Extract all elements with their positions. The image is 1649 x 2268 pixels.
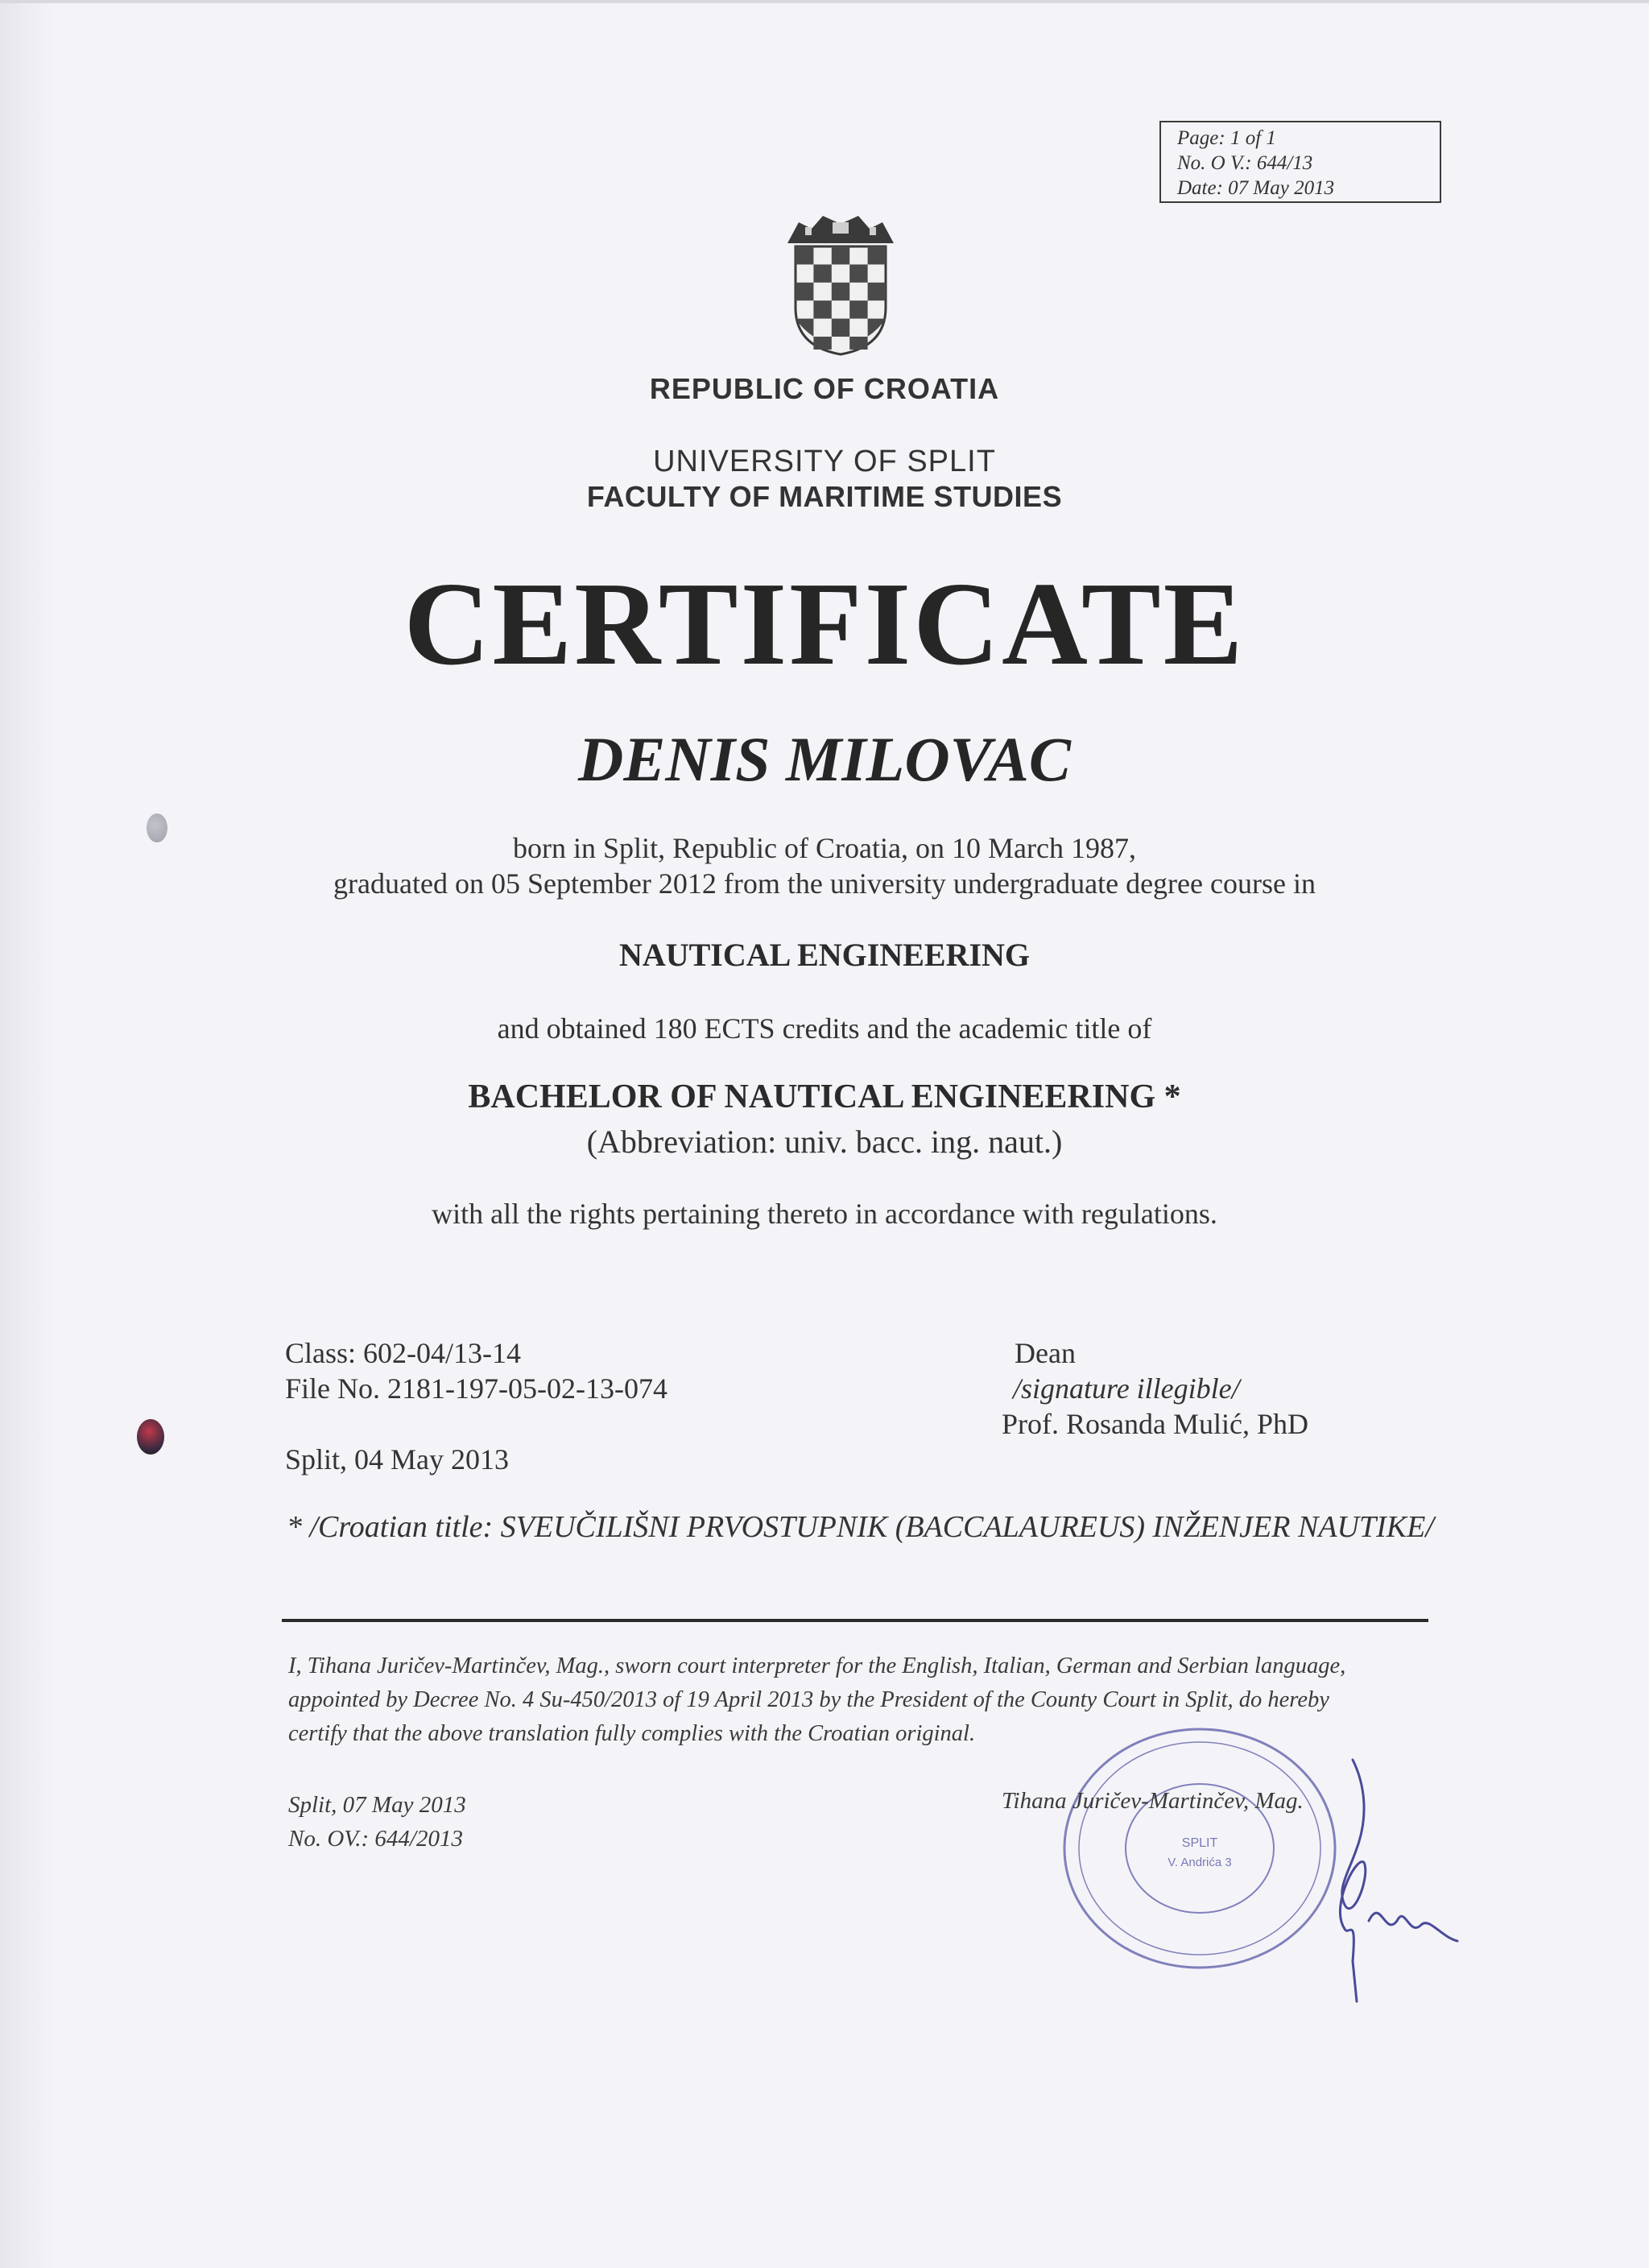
interpreter-stamp-icon — [1055, 1715, 1345, 1973]
reference-box — [1159, 121, 1441, 203]
issue-place-date: Split, 04 May 2013 — [285, 1443, 510, 1475]
ref-date: Date: 07 May 2013 — [1177, 177, 1335, 199]
title-abbreviation: (Abbreviation: univ. bacc. ing. naut.) — [586, 1124, 1063, 1160]
ref-number: No. O V.: 644/13 — [1177, 152, 1313, 174]
course-name: NAUTICAL ENGINEERING — [618, 937, 1031, 973]
interpreter-statement-line-1: I, Tihana Juričev-Martinčev, Mag., sworn court interpreter for the English, Italian, German and Serbian language, — [288, 1653, 1346, 1678]
certificate-title: CERTIFICATE — [403, 558, 1246, 690]
credits-line: and obtained 180 ECTS credits and the academic title of — [497, 1012, 1152, 1045]
faculty-heading: FACULTY OF MARITIME STUDIES — [586, 480, 1063, 513]
divider-line — [282, 1619, 1428, 1622]
dean-signature-note: /signature illegible/ — [1013, 1372, 1240, 1405]
file-number: File No. 2181-197-05-02-13-074 — [285, 1372, 667, 1405]
graduation-line: graduated on 05 September 2012 from the university undergraduate degree course in — [333, 867, 1316, 900]
academic-title: BACHELOR OF NAUTICAL ENGINEERING * — [468, 1078, 1181, 1115]
country-heading: REPUBLIC OF CROATIA — [649, 372, 1000, 405]
croatian-title-note: * /Croatian title: SVEUČILIŠNI PRVOSTUPNIK (BACCALAUREUS) INŽENJER NAUTIKE/ — [287, 1510, 1434, 1544]
stamp-city: SPLIT — [1181, 1836, 1218, 1850]
page-top-edge — [0, 0, 1649, 3]
dean-name: Prof. Rosanda Mulić, PhD — [1002, 1408, 1308, 1440]
rights-line: with all the rights pertaining thereto in accordance with regulations. — [432, 1198, 1217, 1230]
ref-page: Page: 1 of 1 — [1177, 127, 1276, 149]
interpreter-name: Tihana Juričev-Martinčev, Mag. — [1002, 1788, 1304, 1814]
interpreter-statement-line-3: certify that the above translation fully complies with the Croatian original. — [288, 1721, 976, 1746]
interpreter-footer — [288, 1788, 466, 1856]
university-heading: UNIVERSITY OF SPLIT — [653, 445, 996, 478]
dean-label: Dean — [1015, 1337, 1076, 1369]
class-number: Class: 602-04/13-14 — [285, 1337, 521, 1369]
birth-line: born in Split, Republic of Croatia, on 10 March 1987, — [513, 832, 1136, 864]
translation-place-date: Split, 07 May 2013 — [288, 1792, 466, 1818]
holder-name: DENIS MILOVAC — [578, 724, 1071, 794]
translation-number: No. OV.: 644/2013 — [288, 1826, 463, 1852]
interpreter-statement-line-2: appointed by Decree No. 4 Su-450/2013 of 19 April 2013 by the President of the County Court in Split, do hereby — [288, 1687, 1329, 1712]
dean-signature-block — [1002, 1335, 1308, 1442]
croatian-coat-of-arms-icon — [783, 211, 899, 356]
registry-info — [285, 1335, 667, 1406]
punch-hole-lower — [137, 1419, 164, 1455]
interpreter-signature-icon — [1320, 1752, 1473, 2009]
stamp-address: V. Andrića 3 — [1168, 1856, 1232, 1869]
